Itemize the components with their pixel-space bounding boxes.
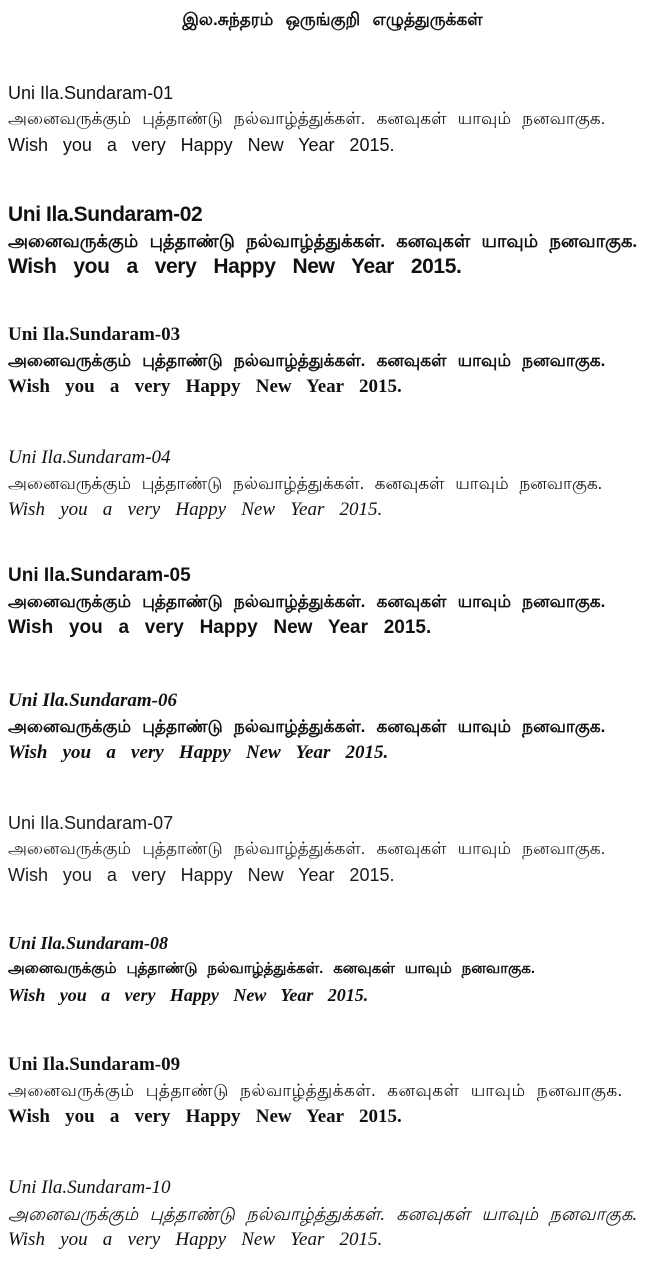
- font-sample-block-08: [8, 930, 661, 1008]
- font-name-label: Uni Ila.Sundaram-02: [8, 203, 203, 226]
- english-greeting-text: Wish you a very Happy New Year 2015.: [8, 617, 432, 638]
- font-sample-block-07: [8, 810, 661, 888]
- tamil-greeting-text: அனைவருக்கும் புத்தாண்டு நல்வாழ்த்துக்கள். கனவுகள் யாவும் நனவாகுக.: [8, 1204, 637, 1224]
- tamil-greeting-text: அனைவருக்கும் புத்தாண்டு நல்வாழ்த்துக்கள். கனவுகள் யாவும் நனவாகுக.: [8, 1081, 623, 1100]
- tamil-greeting-text: அனைவருக்கும் புத்தாண்டு நல்வாழ்த்துக்கள். கனவுகள் யாவும் நனவாகுக.: [8, 839, 606, 858]
- english-greeting-text: Wish you a very Happy New Year 2015.: [8, 985, 369, 1005]
- font-sample-block-04: [8, 445, 661, 523]
- font-name-label: Uni Ila.Sundaram-05: [8, 565, 191, 586]
- tamil-greeting-text: அனைவருக்கும் புத்தாண்டு நல்வாழ்த்துக்கள். கனவுகள் யாவும் நனவாகுக.: [8, 231, 637, 251]
- font-sample-block-02: [8, 202, 661, 280]
- font-name-label: Uni Ila.Sundaram-07: [8, 813, 174, 833]
- font-name-label: Uni Ila.Sundaram-06: [8, 690, 177, 711]
- font-sample-block-01: [8, 80, 661, 158]
- tamil-greeting-text: அனைவருக்கும் புத்தாண்டு நல்வாழ்த்துக்கள். கனவுகள் யாவும் நனவாகுக.: [8, 960, 536, 977]
- english-greeting-text: Wish you a very Happy New Year 2015.: [8, 1106, 402, 1127]
- tamil-greeting-text: அனைவருக்கும் புத்தாண்டு நல்வாழ்த்துக்கள். கனவுகள் யாவும் நனவாகுக.: [8, 351, 606, 370]
- english-greeting-text: Wish you a very Happy New Year 2015.: [8, 255, 462, 278]
- english-greeting-text: Wish you a very Happy New Year 2015.: [8, 865, 395, 885]
- font-name-label: Uni Ila.Sundaram-03: [8, 324, 181, 345]
- english-greeting-text: Wish you a very Happy New Year 2015.: [8, 376, 402, 397]
- font-sample-block-05: [8, 563, 661, 641]
- english-greeting-text: Wish you a very Happy New Year 2015.: [8, 135, 395, 155]
- tamil-greeting-text: அனைவருக்கும் புத்தாண்டு நல்வாழ்த்துக்கள். கனவுகள் யாவும் நனவாகுக.: [8, 474, 603, 493]
- font-sample-block-03: [8, 322, 661, 400]
- english-greeting-text: Wish you a very Happy New Year 2015.: [8, 499, 383, 520]
- font-name-label: Uni Ila.Sundaram-01: [8, 83, 174, 103]
- english-greeting-text: Wish you a very Happy New Year 2015.: [8, 742, 389, 763]
- font-name-label: Uni Ila.Sundaram-09: [8, 1054, 181, 1075]
- tamil-greeting-text: அனைவருக்கும் புத்தாண்டு நல்வாழ்த்துக்கள். கனவுகள் யாவும் நனவாகுக.: [8, 717, 606, 736]
- tamil-greeting-text: அனைவருக்கும் புத்தாண்டு நல்வாழ்த்துக்கள். கனவுகள் யாவும் நனவாகுக.: [8, 592, 606, 611]
- font-name-label: Uni Ila.Sundaram-08: [8, 933, 169, 953]
- font-sample-block-10: [8, 1175, 661, 1253]
- font-name-label: Uni Ila.Sundaram-10: [8, 1177, 171, 1198]
- font-name-label: Uni Ila.Sundaram-04: [8, 447, 171, 468]
- english-greeting-text: Wish you a very Happy New Year 2015.: [8, 1229, 383, 1250]
- font-sample-block-09: [8, 1052, 661, 1130]
- document-title: இல.சுந்தரம் ஒருங்குறி எழுத்துருக்கள்: [182, 10, 483, 29]
- tamil-greeting-text: அனைவருக்கும் புத்தாண்டு நல்வாழ்த்துக்கள். கனவுகள் யாவும் நனவாகுக.: [8, 109, 606, 128]
- font-sample-block-06: [8, 688, 661, 766]
